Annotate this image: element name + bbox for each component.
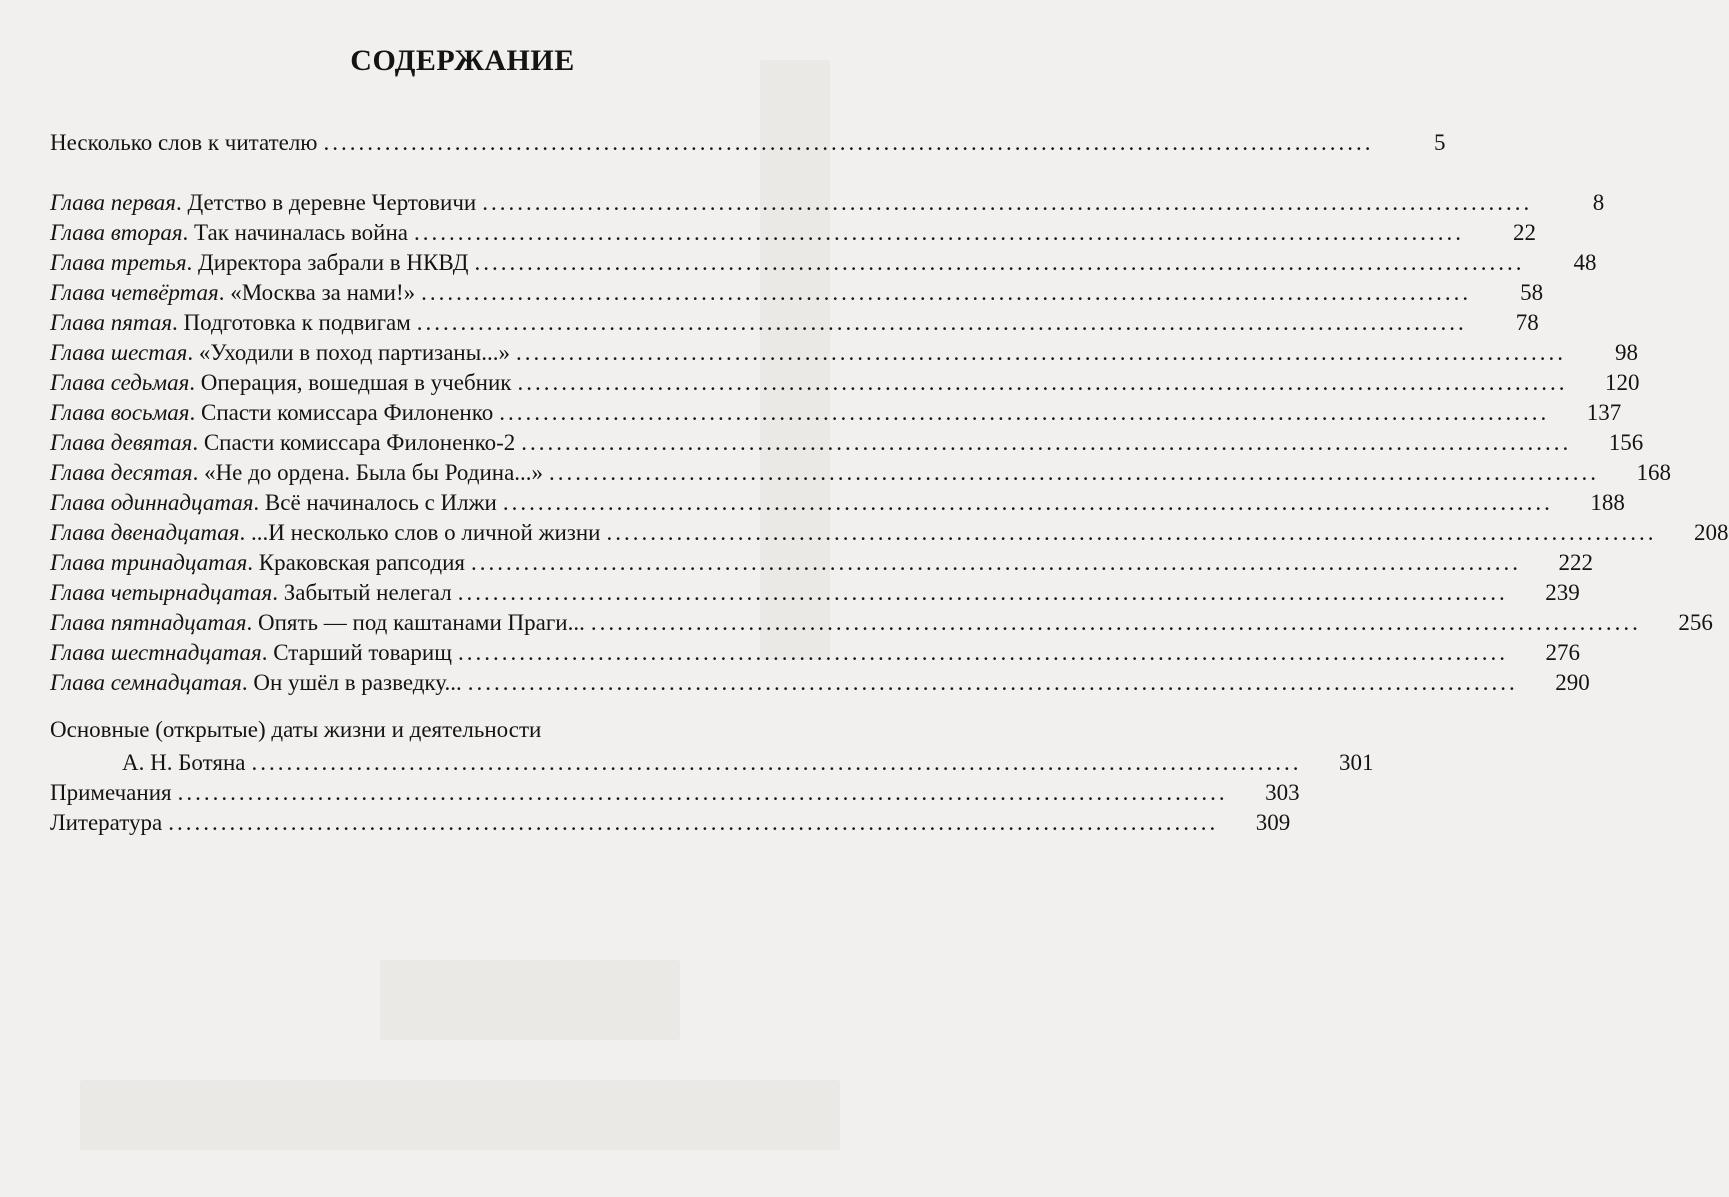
toc-entry-chapter [50, 338, 1638, 368]
toc-page-number: 5 [1434, 130, 1446, 155]
chapter-title: . Старший товарищ [261, 640, 452, 665]
dot-leader: ........................................................................................................................ [606, 520, 1657, 545]
dot-leader: ........................................................................................................................ [168, 810, 1219, 835]
chapter-label: Глава четырнадцатая [50, 580, 273, 605]
chapter-label: Глава вторая [50, 220, 183, 245]
toc-page-number: 168 [1636, 460, 1672, 485]
toc-entry-chapter [50, 488, 1625, 518]
toc-entry-text: Литература [50, 810, 163, 835]
toc-entry-chapter [50, 188, 1605, 218]
toc-page-number: 222 [1558, 550, 1593, 575]
chapter-title: . Опять — под каштанами Праги... [246, 610, 585, 635]
chapter-label: Глава двенадцатая [50, 520, 240, 545]
chapter-label: Глава семнадцатая [50, 670, 242, 695]
chapter-label: Глава восьмая [50, 400, 190, 425]
toc-page-number: 276 [1545, 640, 1580, 665]
toc-entry-chapter [50, 518, 1729, 548]
toc-entry-dates-heading: Основные (открытые) даты жизни и деятельности [50, 717, 542, 742]
chapter-title: . Краковская рапсодия [247, 550, 465, 575]
toc-page-number: 98 [1614, 340, 1638, 365]
chapter-label: Глава девятая [50, 430, 193, 455]
show-through-area [80, 1080, 840, 1150]
dot-leader: ........................................................................................................................ [474, 250, 1525, 275]
page-title: СОДЕРЖАНИЕ [350, 44, 575, 77]
chapter-label: Глава четвёртая [50, 280, 219, 305]
toc-page-number: 290 [1555, 670, 1590, 695]
toc-page-number: 309 [1255, 810, 1291, 835]
dot-leader: ........................................................................................................................ [467, 670, 1518, 695]
chapter-label: Глава шестнадцатая [50, 640, 262, 665]
toc-page-number: 256 [1678, 610, 1713, 635]
toc-entry-chapter [50, 218, 1536, 248]
dot-leader: ........................................................................................................................ [549, 460, 1600, 485]
toc-entry-chapter [50, 248, 1597, 278]
chapter-label: Глава одиннадцатая [50, 490, 254, 515]
toc-page-number: 239 [1545, 580, 1580, 605]
dot-leader: ........................................................................................................................ [416, 310, 1467, 335]
toc-page-number: 137 [1586, 400, 1622, 425]
chapter-label: Глава пятнадцатая [50, 610, 247, 635]
chapter-title: . Забытый нелегал [272, 580, 452, 605]
toc-entry-chapter [50, 638, 1580, 668]
chapter-label: Глава третья [50, 250, 187, 275]
toc-entry-notes [50, 778, 1300, 808]
chapter-title: . Детство в деревне Чертовичи [175, 190, 477, 215]
chapter-title: . «Не до ордена. Была бы Родина...» [192, 460, 544, 485]
toc-entry-chapter [50, 278, 1544, 308]
chapter-title: . Операция, вошедшая в учебник [189, 370, 512, 395]
toc-entry-chapter [50, 668, 1590, 698]
show-through-area [380, 960, 680, 1040]
toc-page-number: 58 [1520, 280, 1544, 305]
toc-page-number: 208 [1694, 520, 1729, 545]
chapter-title: . «Москва за нами!» [218, 280, 416, 305]
chapter-title: . Всё начиналось с Илжи [253, 490, 497, 515]
toc-page-number: 156 [1608, 430, 1644, 455]
dot-leader: ........................................................................................................................ [323, 130, 1374, 155]
dot-leader: ........................................................................................................................ [482, 190, 1533, 215]
chapter-title: . Директора забрали в НКВД [186, 250, 469, 275]
toc-entry-dates [122, 748, 1374, 778]
toc-page-number: 8 [1592, 190, 1605, 215]
chapter-title: . Подготовка к подвигам [172, 310, 411, 335]
toc-entry-chapter [50, 398, 1622, 428]
chapter-label: Глава шестая [50, 340, 188, 365]
dot-leader: ........................................................................................................................ [177, 780, 1228, 805]
toc-entry-text: А. Н. Ботяна [122, 750, 246, 775]
toc-entry-chapter [50, 428, 1644, 458]
chapter-title: . Спасти комиссара Филоненко [189, 400, 494, 425]
dot-leader: ........................................................................................................................ [421, 280, 1472, 305]
dot-leader: ........................................................................................................................ [457, 640, 1508, 665]
chapter-title: . ...И несколько слов о личной жизни [239, 520, 601, 545]
chapter-title: . Так начиналась война [182, 220, 408, 245]
toc-page-number: 301 [1338, 750, 1374, 775]
dot-leader: ........................................................................................................................ [470, 550, 1521, 575]
toc-entry-literature [50, 808, 1291, 838]
dot-leader: ........................................................................................................................ [251, 750, 1302, 775]
toc-entry-chapter [50, 368, 1640, 398]
dot-leader: ........................................................................................................................ [517, 370, 1568, 395]
toc-entry-text: Примечания [50, 780, 172, 805]
dot-leader: ........................................................................................................................ [499, 400, 1550, 425]
dot-leader: ........................................................................................................................ [521, 430, 1572, 455]
toc-entry-chapter [50, 608, 1713, 638]
chapter-label: Глава тринадцатая [50, 550, 248, 575]
chapter-title: . Спасти комиссара Филоненко-2 [192, 430, 516, 455]
toc-entry-text: Несколько слов к читателю [50, 130, 318, 155]
chapter-label: Глава пятая [50, 310, 173, 335]
dot-leader: ........................................................................................................................ [414, 220, 1464, 245]
toc-entry-chapter [50, 308, 1539, 338]
dot-leader: ........................................................................................................................ [457, 580, 1508, 605]
toc-page-number: 78 [1515, 310, 1539, 335]
toc-page-number: 303 [1265, 780, 1300, 805]
toc-entry-chapter [50, 548, 1593, 578]
toc-entry-intro [50, 128, 1446, 158]
toc-entry-chapter [50, 578, 1580, 608]
chapter-label: Глава первая [50, 190, 176, 215]
toc-entry-chapter [50, 458, 1672, 488]
chapter-label: Глава седьмая [50, 370, 190, 395]
toc-page-number: 48 [1573, 250, 1597, 275]
chapter-title: . Он ушёл в разведку... [241, 670, 462, 695]
chapter-title: . «Уходили в поход партизаны...» [187, 340, 510, 365]
toc-page-number: 120 [1604, 370, 1640, 395]
dot-leader: ........................................................................................................................ [502, 490, 1553, 515]
dot-leader: ........................................................................................................................ [515, 340, 1566, 365]
toc-page-number: 22 [1513, 220, 1536, 245]
dot-leader: ........................................................................................................................ [590, 610, 1641, 635]
chapter-label: Глава десятая [50, 460, 193, 485]
toc-page-number: 188 [1590, 490, 1625, 515]
